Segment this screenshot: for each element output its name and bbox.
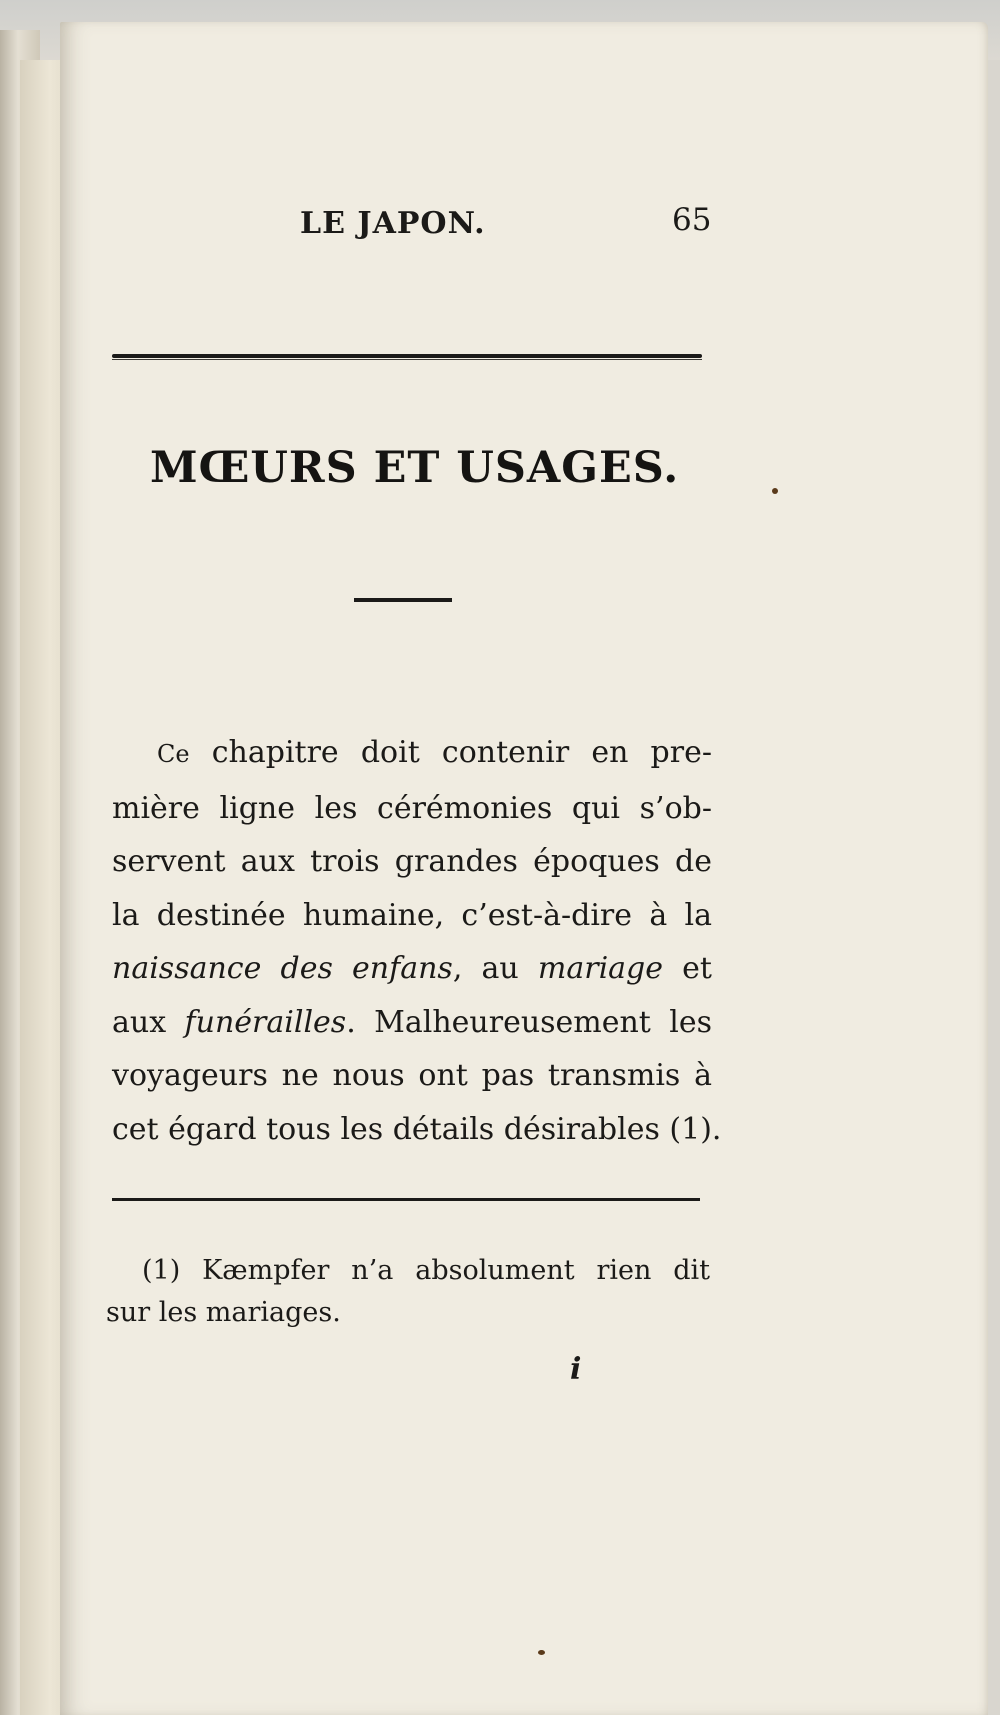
footnote-rule [112,1198,700,1201]
paper-speck [772,488,778,494]
body-paragraph [112,726,722,1156]
footnote-line: (1) Kæmpfer n’a absolument rien dit [142,1255,710,1286]
signature-mark: i [570,1352,582,1387]
body-line: voyageurs ne nous ont pas transmis à [112,1058,712,1093]
body-line: mière ligne les cérémonies qui s’ob- [112,790,712,826]
header-rule [112,354,702,358]
footnote-line: sur les mariages. [106,1297,341,1328]
page-number: 65 [672,202,712,238]
running-title: LE JAPON. [300,206,486,241]
paper-speck [538,1650,545,1655]
body-line: cet égard tous les détails désirables (1). [112,1111,722,1147]
body-line: servent aux trois grandes époques de [112,844,712,879]
section-title: MŒURS ET USAGES. [150,443,680,493]
footnote [106,1250,710,1334]
body-line: la destinée humaine, c’est-à-dire à la [112,897,712,933]
dropcap-word: Ce [157,740,190,768]
body-line: naissance des enfans, au mariage et [112,951,712,986]
body-line: aux funérailles. Malheureusement les [112,1004,713,1040]
title-rule [354,598,452,602]
body-line: Ce chapitre doit contenir en pre- [157,735,712,770]
